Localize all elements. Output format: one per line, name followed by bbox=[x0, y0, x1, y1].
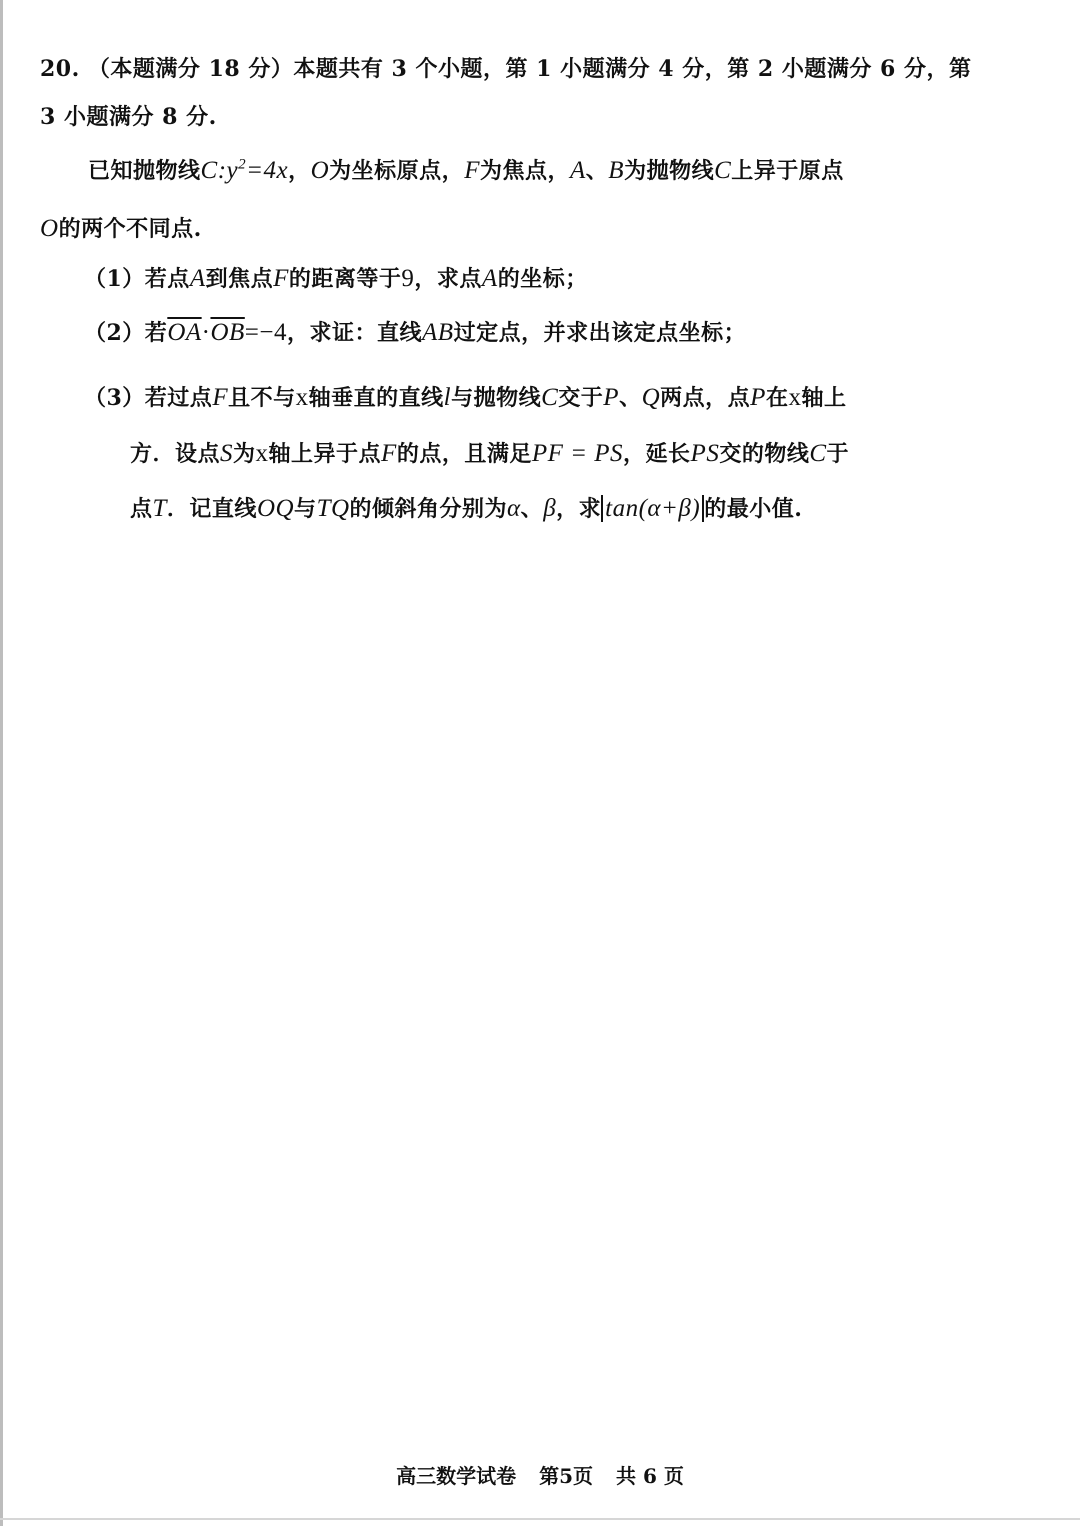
part2-text: ，求证：直线 bbox=[287, 320, 423, 346]
part1-text: 的距离等于 bbox=[288, 266, 402, 292]
symbol-F: F bbox=[381, 440, 397, 467]
part3-text: ．记直线 bbox=[166, 496, 257, 522]
part3-text: （3）若过点 bbox=[84, 385, 213, 411]
part3-text: 轴垂直的直线 bbox=[308, 385, 444, 411]
part1-line bbox=[84, 262, 588, 293]
segment-PS: PS bbox=[690, 440, 720, 467]
symbol-O: O bbox=[310, 157, 330, 184]
part3-text: 与抛物线 bbox=[451, 385, 542, 411]
footer-total-pages: 共 6 页 bbox=[616, 1464, 684, 1488]
abs-tan-expression: tan(α+β) bbox=[601, 495, 704, 522]
part1-text: ，求点 bbox=[414, 266, 482, 292]
part3-text: ，求 bbox=[556, 496, 602, 522]
part3-text: 轴上异于点 bbox=[268, 441, 382, 467]
footer-subject: 高三数学试卷 bbox=[396, 1464, 517, 1488]
part3-text: 在 bbox=[765, 385, 789, 411]
symbol-x: x bbox=[295, 384, 309, 411]
symbol-B: B bbox=[608, 157, 625, 184]
symbol-beta: β bbox=[543, 495, 557, 522]
number-9: 9 bbox=[401, 265, 415, 292]
symbol-C: C bbox=[714, 157, 732, 184]
footer-page-number: 第5页 bbox=[539, 1464, 594, 1488]
question-header-text-2: 3 小题满分 8 分. bbox=[40, 104, 217, 130]
page-bottom-edge bbox=[0, 1518, 1080, 1520]
part3-text: 两点，点 bbox=[660, 385, 751, 411]
part3-text: 于 bbox=[826, 441, 850, 467]
question-header-text: 20. （本题满分 18 分）本题共有 3 个小题，第 1 小题满分 4 分，第 2 小题满分 6 分，第 bbox=[40, 56, 972, 82]
symbol-A: A bbox=[569, 157, 586, 184]
symbol-O: O bbox=[40, 215, 59, 242]
symbol-F: F bbox=[464, 157, 480, 184]
page-footer bbox=[0, 1460, 1080, 1489]
part3-text: 为 bbox=[233, 441, 256, 467]
equals-minus-four: =−4 bbox=[244, 319, 287, 346]
part3-line3 bbox=[130, 492, 802, 523]
parabola-equation bbox=[201, 157, 289, 184]
part3-text: 且不与 bbox=[228, 385, 296, 411]
intro-text: 为坐标原点， bbox=[329, 158, 465, 184]
equation-part: C:y bbox=[200, 157, 239, 184]
part3-text: 交的物线 bbox=[719, 441, 810, 467]
symbol-F: F bbox=[273, 265, 289, 292]
part3-line2 bbox=[130, 437, 849, 468]
intro-text: 为焦点， bbox=[479, 158, 570, 184]
symbol-Q: Q bbox=[641, 384, 661, 411]
symbol-l: l bbox=[443, 384, 452, 411]
part1-text: 的坐标； bbox=[497, 266, 588, 292]
symbol-S: S bbox=[220, 440, 234, 467]
vector-OA: $\overline{OA}$ bbox=[167, 319, 202, 346]
intro-text: 已知抛物线 bbox=[88, 158, 201, 184]
part3-text: 的倾斜角分别为 bbox=[349, 496, 508, 522]
part3-text: 点 bbox=[130, 496, 153, 522]
symbol-x: x bbox=[255, 440, 269, 467]
part1-text: （1）若点 bbox=[84, 266, 190, 292]
part1-text: 到焦点 bbox=[205, 266, 274, 292]
intro-text: 上异于原点 bbox=[731, 158, 844, 184]
symbol-F: F bbox=[212, 384, 229, 411]
symbol-A: A bbox=[189, 265, 206, 292]
symbol-alpha: α bbox=[507, 495, 521, 522]
symbol-P: P bbox=[750, 384, 766, 411]
dot-operator: · bbox=[201, 319, 211, 346]
intro-text: ， bbox=[288, 158, 311, 184]
symbol-C: C bbox=[541, 384, 559, 411]
part3-text: 的最小值. bbox=[704, 496, 803, 522]
part3-text: 、 bbox=[520, 496, 544, 522]
question-header-line2 bbox=[40, 100, 217, 131]
intro-text: 、 bbox=[585, 158, 609, 184]
symbol-x: x bbox=[788, 384, 802, 411]
part2-line bbox=[84, 316, 746, 347]
part3-text: 交于 bbox=[558, 385, 604, 411]
equation-PF-PS: PF = PS bbox=[531, 440, 624, 467]
equation-rest: =4x bbox=[246, 157, 289, 184]
equation-exponent: 2 bbox=[238, 156, 247, 173]
intro-line2 bbox=[40, 212, 202, 243]
part3-text: 、 bbox=[619, 385, 642, 411]
intro-text: 的两个不同点. bbox=[58, 216, 202, 242]
vector-OB: $\overline{OB}$ bbox=[210, 319, 245, 346]
line-OQ: OQ bbox=[256, 495, 295, 522]
symbol-P: P bbox=[603, 384, 620, 411]
intro-line1 bbox=[88, 154, 844, 185]
page-left-edge bbox=[0, 0, 3, 1526]
line-AB: AB bbox=[422, 319, 454, 346]
symbol-A: A bbox=[481, 265, 498, 292]
intro-text: 为抛物线 bbox=[624, 158, 715, 184]
part3-line1 bbox=[84, 381, 846, 412]
part3-text: 轴上 bbox=[801, 385, 847, 411]
symbol-T: T bbox=[152, 495, 167, 522]
question-header-line1 bbox=[40, 52, 972, 83]
symbol-C: C bbox=[809, 440, 827, 467]
part2-text: （2）若 bbox=[84, 320, 168, 346]
line-TQ: TQ bbox=[316, 495, 350, 522]
part3-text: 的点，且满足 bbox=[396, 441, 532, 467]
part2-text: 过定点，并求出该定点坐标； bbox=[453, 320, 747, 346]
part3-text: ，延长 bbox=[623, 441, 691, 467]
part3-text: 方．设点 bbox=[130, 441, 221, 467]
part3-text: 与 bbox=[294, 496, 317, 522]
